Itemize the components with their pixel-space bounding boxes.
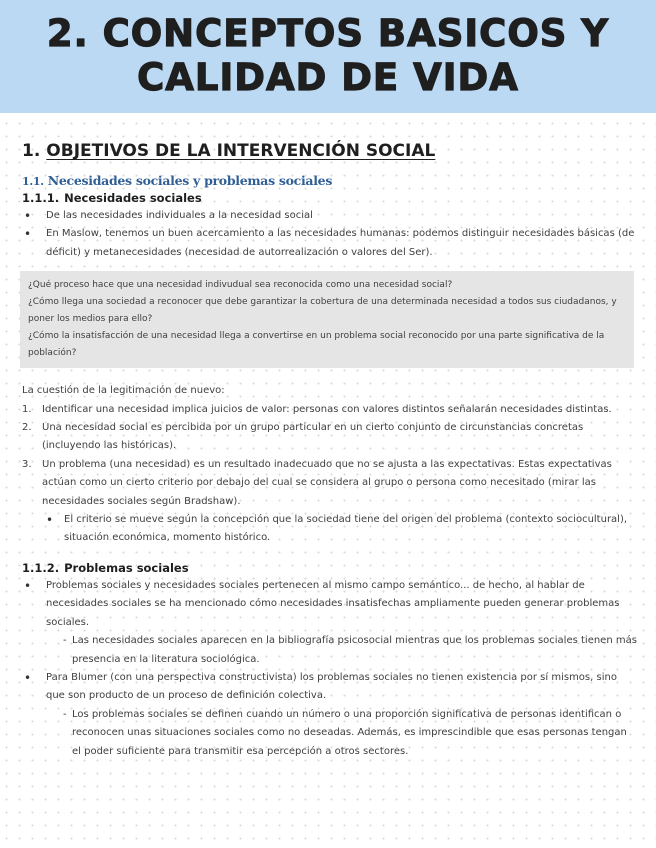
problems-dash-list-2 [22, 706, 638, 761]
legitimation-numbered-list [22, 401, 638, 511]
problems-dash-list-1 [22, 632, 638, 669]
heading-number: 1.1.2. [22, 560, 60, 575]
heading-number: 1.1. [22, 175, 44, 188]
list-item [22, 419, 638, 456]
question-line: ¿Cómo llega una sociedad a reconocer que debe garantizar la cobertura de una determinada necesidad a todos sus ciudadanos, y poner los medios para ello? [28, 297, 617, 325]
question-line: ¿Cómo la insatisfacción de una necesidad llega a convertirse en un problema social reconocido por una parte significativa de la población? [28, 331, 605, 359]
heading-section-1 [22, 138, 638, 164]
heading-title: Necesidades sociales [64, 191, 202, 205]
heading-number: 1.1.1. [22, 191, 60, 205]
heading-title: Necesidades sociales y problemas sociales [47, 173, 333, 188]
list-item-text: Un problema (una necesidad) es un resultado inadecuado que no se ajusta a las expectativas. Estas expectativas actúan como un cierto criterio por debajo del cual se considera al grupo o persona como necesitado (mirar las necesidades sociales según Bradshaw). [42, 458, 612, 507]
legitimation-sub-list [22, 511, 638, 548]
list-item [22, 456, 638, 511]
heading-title: OBJETIVOS DE LA INTERVENCIÓN SOCIAL [46, 141, 436, 161]
legitimation-intro: La cuestión de la legitimación de nuevo: [22, 385, 225, 397]
heading-section-1-1-1 [22, 190, 638, 207]
needs-bullet-list [22, 207, 638, 262]
heading-section-1-1-2 [22, 560, 638, 577]
list-item: • En Maslow, tenemos un buen acercamiento a las necesidades humanas: podemos distinguir necesidades básicas (de déficit) y metanecesidades (necesidad de autorrealización o valores del Ser). [22, 225, 638, 262]
problems-bullet-list-1 [22, 577, 638, 632]
heading-title: Problemas sociales [64, 560, 189, 575]
list-item: • Problemas sociales y necesidades sociales pertenecen al mismo campo semántico... de hecho, al hablar de necesidades sociales se ha mencionado cómo necesidades insatisfechas ampliamente pueden generar problemas sociales. [22, 577, 638, 632]
document-body [22, 138, 638, 761]
list-marker: 1. [22, 403, 32, 415]
list-item: • El criterio se mueve según la concepción que la sociedad tiene del origen del problema (contexto sociocultural), situación económica, momento histórico. [22, 511, 638, 548]
heading-number: 1. [22, 141, 41, 161]
list-item: - Las necesidades sociales aparecen en la bibliografía psicosocial mientras que los problemas sociales tienen más presencia en la literatura sociológica. [22, 632, 638, 669]
title-line-1: 2. CONCEPTOS BASICOS Y [46, 12, 610, 55]
list-item [22, 401, 638, 419]
list-marker: 3. [22, 458, 32, 470]
list-item: - Los problemas sociales se definen cuando un número o una proporción significativa de personas identifican o reconocen unas situaciones sociales como no deseadas. Además, es imprescindible que esas personas tengan el poder suficiente para transmitir esa percepción a otros sectores. [22, 706, 638, 761]
title-banner [0, 0, 656, 113]
question-line: ¿Qué proceso hace que una necesidad indivudual sea reconocida como una necesidad social? [28, 280, 453, 291]
heading-section-1-1 [22, 172, 638, 190]
list-marker: 2. [22, 422, 32, 434]
list-item: • De las necesidades individuales a la necesidad social [22, 207, 638, 225]
problems-bullet-list-2 [22, 669, 638, 706]
questions-box [20, 271, 634, 368]
title-line-2: CALIDAD DE VIDA [137, 56, 519, 99]
list-item: • Para Blumer (con una perspectiva constructivista) los problemas sociales no tienen existencia por sí mismos, sino que son producto de un proceso de definición colectiva. [22, 669, 638, 706]
list-item-text: Identificar una necesidad implica juicios de valor: personas con valores distintos señalarán necesidades distintas. [42, 403, 612, 415]
list-item-text: Una necesidad social es percibida por un grupo particular en un cierto conjunto de circunstancias concretas (incluyendo las históricas). [42, 422, 584, 452]
